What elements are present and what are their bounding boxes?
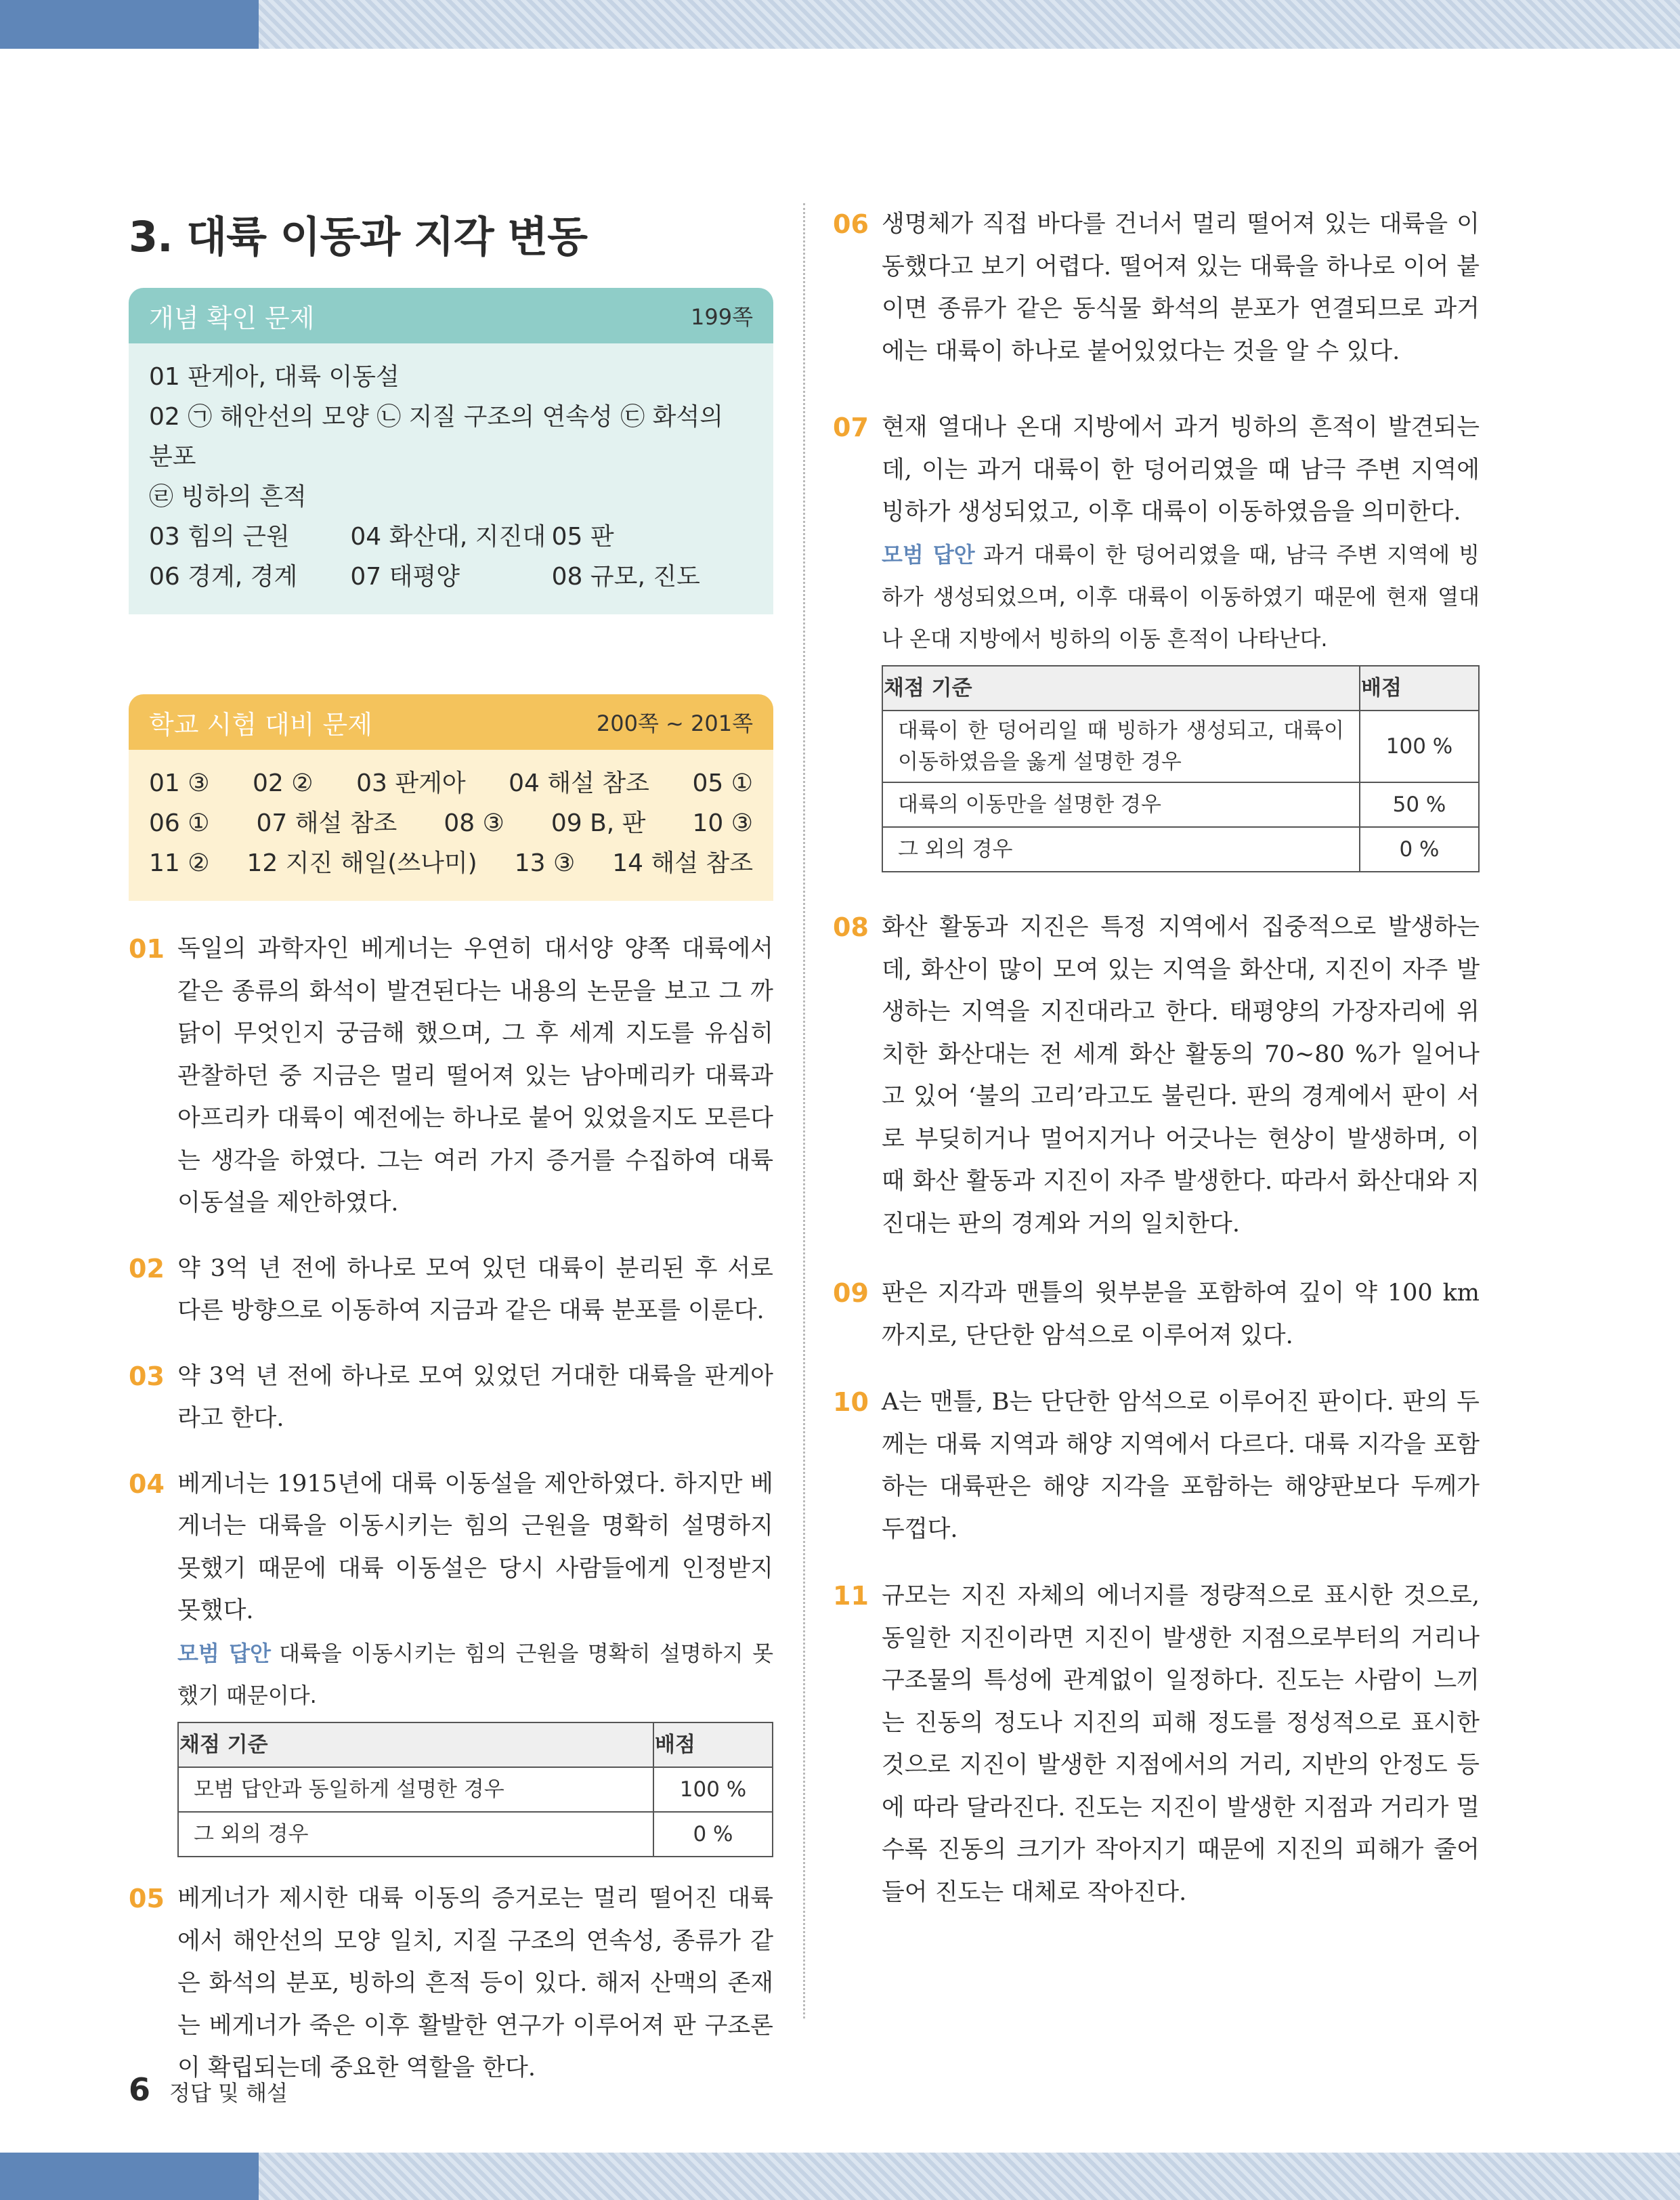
section-title: 3. 대륙 이동과 지각 변동 xyxy=(129,212,588,261)
criteria-cell: 그 외의 경우 xyxy=(178,1812,653,1857)
top-decor-bar xyxy=(0,0,1680,49)
answer-cell: 11 ② xyxy=(149,849,210,877)
answer-cell: 14 해설 참조 xyxy=(612,849,753,877)
answer-cell: 06 경계, 경계 xyxy=(149,563,298,591)
criteria-header: 채점 기준 xyxy=(882,666,1360,711)
question-number: 09 xyxy=(833,1278,869,1308)
answer-cell: 06 ① xyxy=(149,809,210,837)
points-cell: 100 % xyxy=(653,1767,773,1812)
answer-cell: 03 힘의 근원 xyxy=(149,523,290,551)
exam-prep-box xyxy=(129,694,773,901)
answer-line: 01 판게아, 대륙 이동설 xyxy=(149,363,400,391)
question-number: 07 xyxy=(833,412,869,442)
exam-prep-answers xyxy=(129,750,773,901)
model-answer-label: 모범 답안 xyxy=(882,541,975,568)
model-answer-text: 과거 대륙이 한 덩어리였을 때, 남극 주변 지역에 빙하가 생성되었으며, 이후 대륙이 이동하였기 때문에 현재 열대나 온대 지방에서 빙하의 이동 흔적이 나타난다. xyxy=(882,541,1480,652)
points-header: 배점 xyxy=(653,1722,773,1768)
answer-cell: 07 해설 참조 xyxy=(256,809,397,837)
answer-row xyxy=(149,517,753,557)
explanation-08 xyxy=(833,906,1480,1245)
exam-prep-page: 200쪽 ~ 201쪽 xyxy=(596,711,753,736)
exam-prep-label: 학교 시험 대비 문제 xyxy=(149,709,372,740)
criteria-cell: 대륙의 이동만을 설명한 경우 xyxy=(882,782,1360,827)
concept-check-header xyxy=(129,288,773,343)
answer-row xyxy=(149,803,753,843)
table-row xyxy=(178,1812,773,1857)
question-number: 03 xyxy=(129,1361,165,1391)
answer-cell: 04 화산대, 지진대 xyxy=(350,523,546,551)
question-number: 04 xyxy=(129,1468,165,1499)
points-cell: 0 % xyxy=(1360,827,1479,872)
answer-cell: 07 태평양 xyxy=(350,563,460,591)
question-number: 06 xyxy=(833,209,869,239)
answer-line: ㉣ 빙하의 흔적 xyxy=(149,483,307,511)
bottom-decor-bar xyxy=(0,2153,1680,2200)
bottom-decor-block xyxy=(0,2153,259,2200)
answer-row xyxy=(149,843,753,883)
left-column xyxy=(129,203,773,2090)
explanation-01 xyxy=(129,928,773,1225)
points-cell: 50 % xyxy=(1360,782,1479,827)
table-row xyxy=(178,1767,773,1812)
criteria-cell: 그 외의 경우 xyxy=(882,827,1360,872)
answer-cell: 02 ② xyxy=(253,769,314,797)
answer-row xyxy=(149,557,753,597)
explanation-10 xyxy=(833,1381,1480,1550)
answer-cell: 01 ③ xyxy=(149,769,210,797)
answer-cell: 12 지진 해일(쓰나미) xyxy=(246,849,477,877)
model-answer-text: 대륙을 이동시키는 힘의 근원을 명확히 설명하지 못했기 때문이다. xyxy=(177,1640,773,1708)
explanation-06 xyxy=(833,203,1480,373)
explanation-text: 규모는 지진 자체의 에너지를 정량적으로 표시한 것으로, 동일한 지진이라면 지진이 발생한 지점으로부터의 거리나 구조물의 특성에 관계없이 일정하다. 진도는 사람이 느끼는 진동의 정도나 지진의 피해 정도를 정성적으로 표시한 것으로 지진이 발생한 지점에서의 거리, 지반의 안정도 등에 따라 달라진다. 진도는 지진이 발생한 지점과 거리가 멀수록 진동의 크기가 작아지기 때문에 지진의 피해가 줄어들어 진도는 대체로 작아진다. xyxy=(882,1582,1480,1906)
answer-cell: 08 규모, 진도 xyxy=(551,563,700,591)
explanation-04 xyxy=(129,1463,773,1858)
question-number: 02 xyxy=(129,1253,165,1284)
exam-prep-header xyxy=(129,694,773,750)
page-number: 6 xyxy=(129,2071,151,2108)
question-number: 05 xyxy=(129,1884,165,1913)
question-number: 11 xyxy=(833,1581,869,1611)
points-header: 배점 xyxy=(1360,666,1479,711)
answer-cell: 10 ③ xyxy=(692,809,753,837)
footer-label: 정답 및 해설 xyxy=(169,2080,288,2106)
explanation-02 xyxy=(129,1248,773,1332)
model-answer-label: 모범 답안 xyxy=(177,1640,272,1666)
answer-cell: 13 ③ xyxy=(514,849,576,877)
criteria-header: 채점 기준 xyxy=(178,1722,653,1768)
explanation-text: 판은 지각과 맨틀의 윗부분을 포함하여 깊이 약 100 km까지로, 단단한 암석으로 이루어져 있다. xyxy=(882,1279,1480,1349)
table-row xyxy=(882,711,1479,782)
top-decor-block xyxy=(0,0,259,49)
explanation-text: 독일의 과학자인 베게너는 우연히 대서양 양쪽 대륙에서 같은 종류의 화석이 발견된다는 내용의 논문을 보고 그 까닭이 무엇인지 궁금해 했으며, 그 후 세계 지도를 유심히 관찰하던 중 지금은 멀리 떨어져 있는 남아메리카 대륙과 아프리카 대륙이 예전에는 하나로 붙어 있었을지도 모른다는 생각을 하였다. 그는 여러 가지 증거를 수집하여 대륙 이동설을 제안하였다. xyxy=(177,935,773,1217)
explanation-03 xyxy=(129,1355,773,1440)
explanation-text: 현재 열대나 온대 지방에서 과거 빙하의 흔적이 발견되는데, 이는 과거 대륙이 한 덩어리였을 때 남극 주변 지역에 빙하가 생성되었고, 이후 대륙이 이동하였음을 의미한다. xyxy=(882,414,1480,526)
explanation-text: 생명체가 직접 바다를 건너서 멀리 떨어져 있는 대륙을 이동했다고 보기 어렵다. 떨어져 있는 대륙을 하나로 이어 붙이면 종류가 같은 동식물 화석의 분포가 연결되므로 과거에는 대륙이 하나로 붙어있었다는 것을 알 수 있다. xyxy=(882,211,1480,365)
model-answer xyxy=(177,1632,773,1716)
explanation-09 xyxy=(833,1272,1480,1357)
answer-row xyxy=(149,763,753,803)
explanation-text: 베게너는 1915년에 대륙 이동설을 제안하였다. 하지만 베게너는 대륙을 이동시키는 힘의 근원을 명확히 설명하지 못했기 때문에 대륙 이동설은 당시 사람들에게 인정받지 못했다. xyxy=(177,1470,773,1624)
explanation-text: 약 3억 년 전에 하나로 모여 있었던 거대한 대륙을 판게아라고 한다. xyxy=(177,1362,773,1432)
answer-line: 02 ㉠ 해안선의 모양 ㉡ 지질 구조의 연속성 ㉢ 화석의 분포 xyxy=(149,403,723,471)
explanation-text: 화산 활동과 지진은 특정 지역에서 집중적으로 발생하는데, 화산이 많이 모여 있는 지역을 화산대, 지진이 자주 발생하는 지역을 지진대라고 한다. 태평양의 가장자리에 위치한 화산대는 전 세계 화산 활동의 70~80 %가 일어나고 있어 ‘불의 고리’라고도 불린다. 판의 경계에서 판이 서로 부딪히거나 멀어지거나 어긋나는 현상이 발생하며, 이때 화산 활동과 지진이 자주 발생한다. 따라서 화산대와 지진대는 판의 경계와 거의 일치한다. xyxy=(882,914,1480,1238)
points-cell: 0 % xyxy=(653,1812,773,1857)
explanation-11 xyxy=(833,1575,1480,1913)
concept-check-box xyxy=(129,288,773,614)
column-divider xyxy=(803,203,805,2018)
answer-cell: 08 ③ xyxy=(444,809,504,837)
answer-cell: 05 ① xyxy=(692,769,753,797)
criteria-cell: 모범 답안과 동일하게 설명한 경우 xyxy=(178,1767,653,1812)
explanation-text: 약 3억 년 전에 하나로 모여 있던 대륙이 분리된 후 서로 다른 방향으로 이동하여 지금과 같은 대륙 분포를 이룬다. xyxy=(177,1254,773,1324)
explanation-text: 베게너가 제시한 대륙 이동의 증거로는 멀리 떨어진 대륙에서 해안선의 모양 일치, 지질 구조의 연속성, 종류가 같은 화석의 분포, 빙하의 흔적 등이 있다. 해저 산맥의 존재는 베게너가 죽은 이후 활발한 연구가 이루어져 판 구조론이 확립되는데 중요한 역할을 한다. xyxy=(177,1885,773,2081)
answer-cell: 09 B, 판 xyxy=(551,809,646,837)
answer-cell: 05 판 xyxy=(551,523,614,551)
explanation-07 xyxy=(833,406,1480,872)
criteria-cell: 대륙이 한 덩어리일 때 빙하가 생성되고, 대륙이 이동하였음을 옳게 설명한 경우 xyxy=(882,711,1360,782)
answer-cell: 03 판게아 xyxy=(356,769,466,797)
concept-check-answers xyxy=(129,343,773,614)
explanation-05 xyxy=(129,1878,773,2090)
concept-check-page: 199쪽 xyxy=(691,304,753,330)
question-number: 08 xyxy=(833,912,869,942)
table-row xyxy=(882,827,1479,872)
answer-cell: 04 해설 참조 xyxy=(509,769,649,797)
right-column xyxy=(833,203,1480,1913)
page-footer xyxy=(129,2071,288,2108)
points-cell: 100 % xyxy=(1360,711,1479,782)
model-answer xyxy=(882,534,1480,660)
question-number: 01 xyxy=(129,934,165,964)
table-row xyxy=(882,782,1479,827)
scoring-table xyxy=(177,1722,773,1858)
concept-check-label: 개념 확인 문제 xyxy=(149,303,315,333)
scoring-table xyxy=(882,665,1480,873)
explanation-text: A는 맨틀, B는 단단한 암석으로 이루어진 판이다. 판의 두께는 대륙 지역과 해양 지역에서 다르다. 대륙 지각을 포함하는 대륙판은 해양 지각을 포함하는 해양판보다 두께가 두껍다. xyxy=(882,1389,1480,1543)
question-number: 10 xyxy=(833,1387,869,1417)
